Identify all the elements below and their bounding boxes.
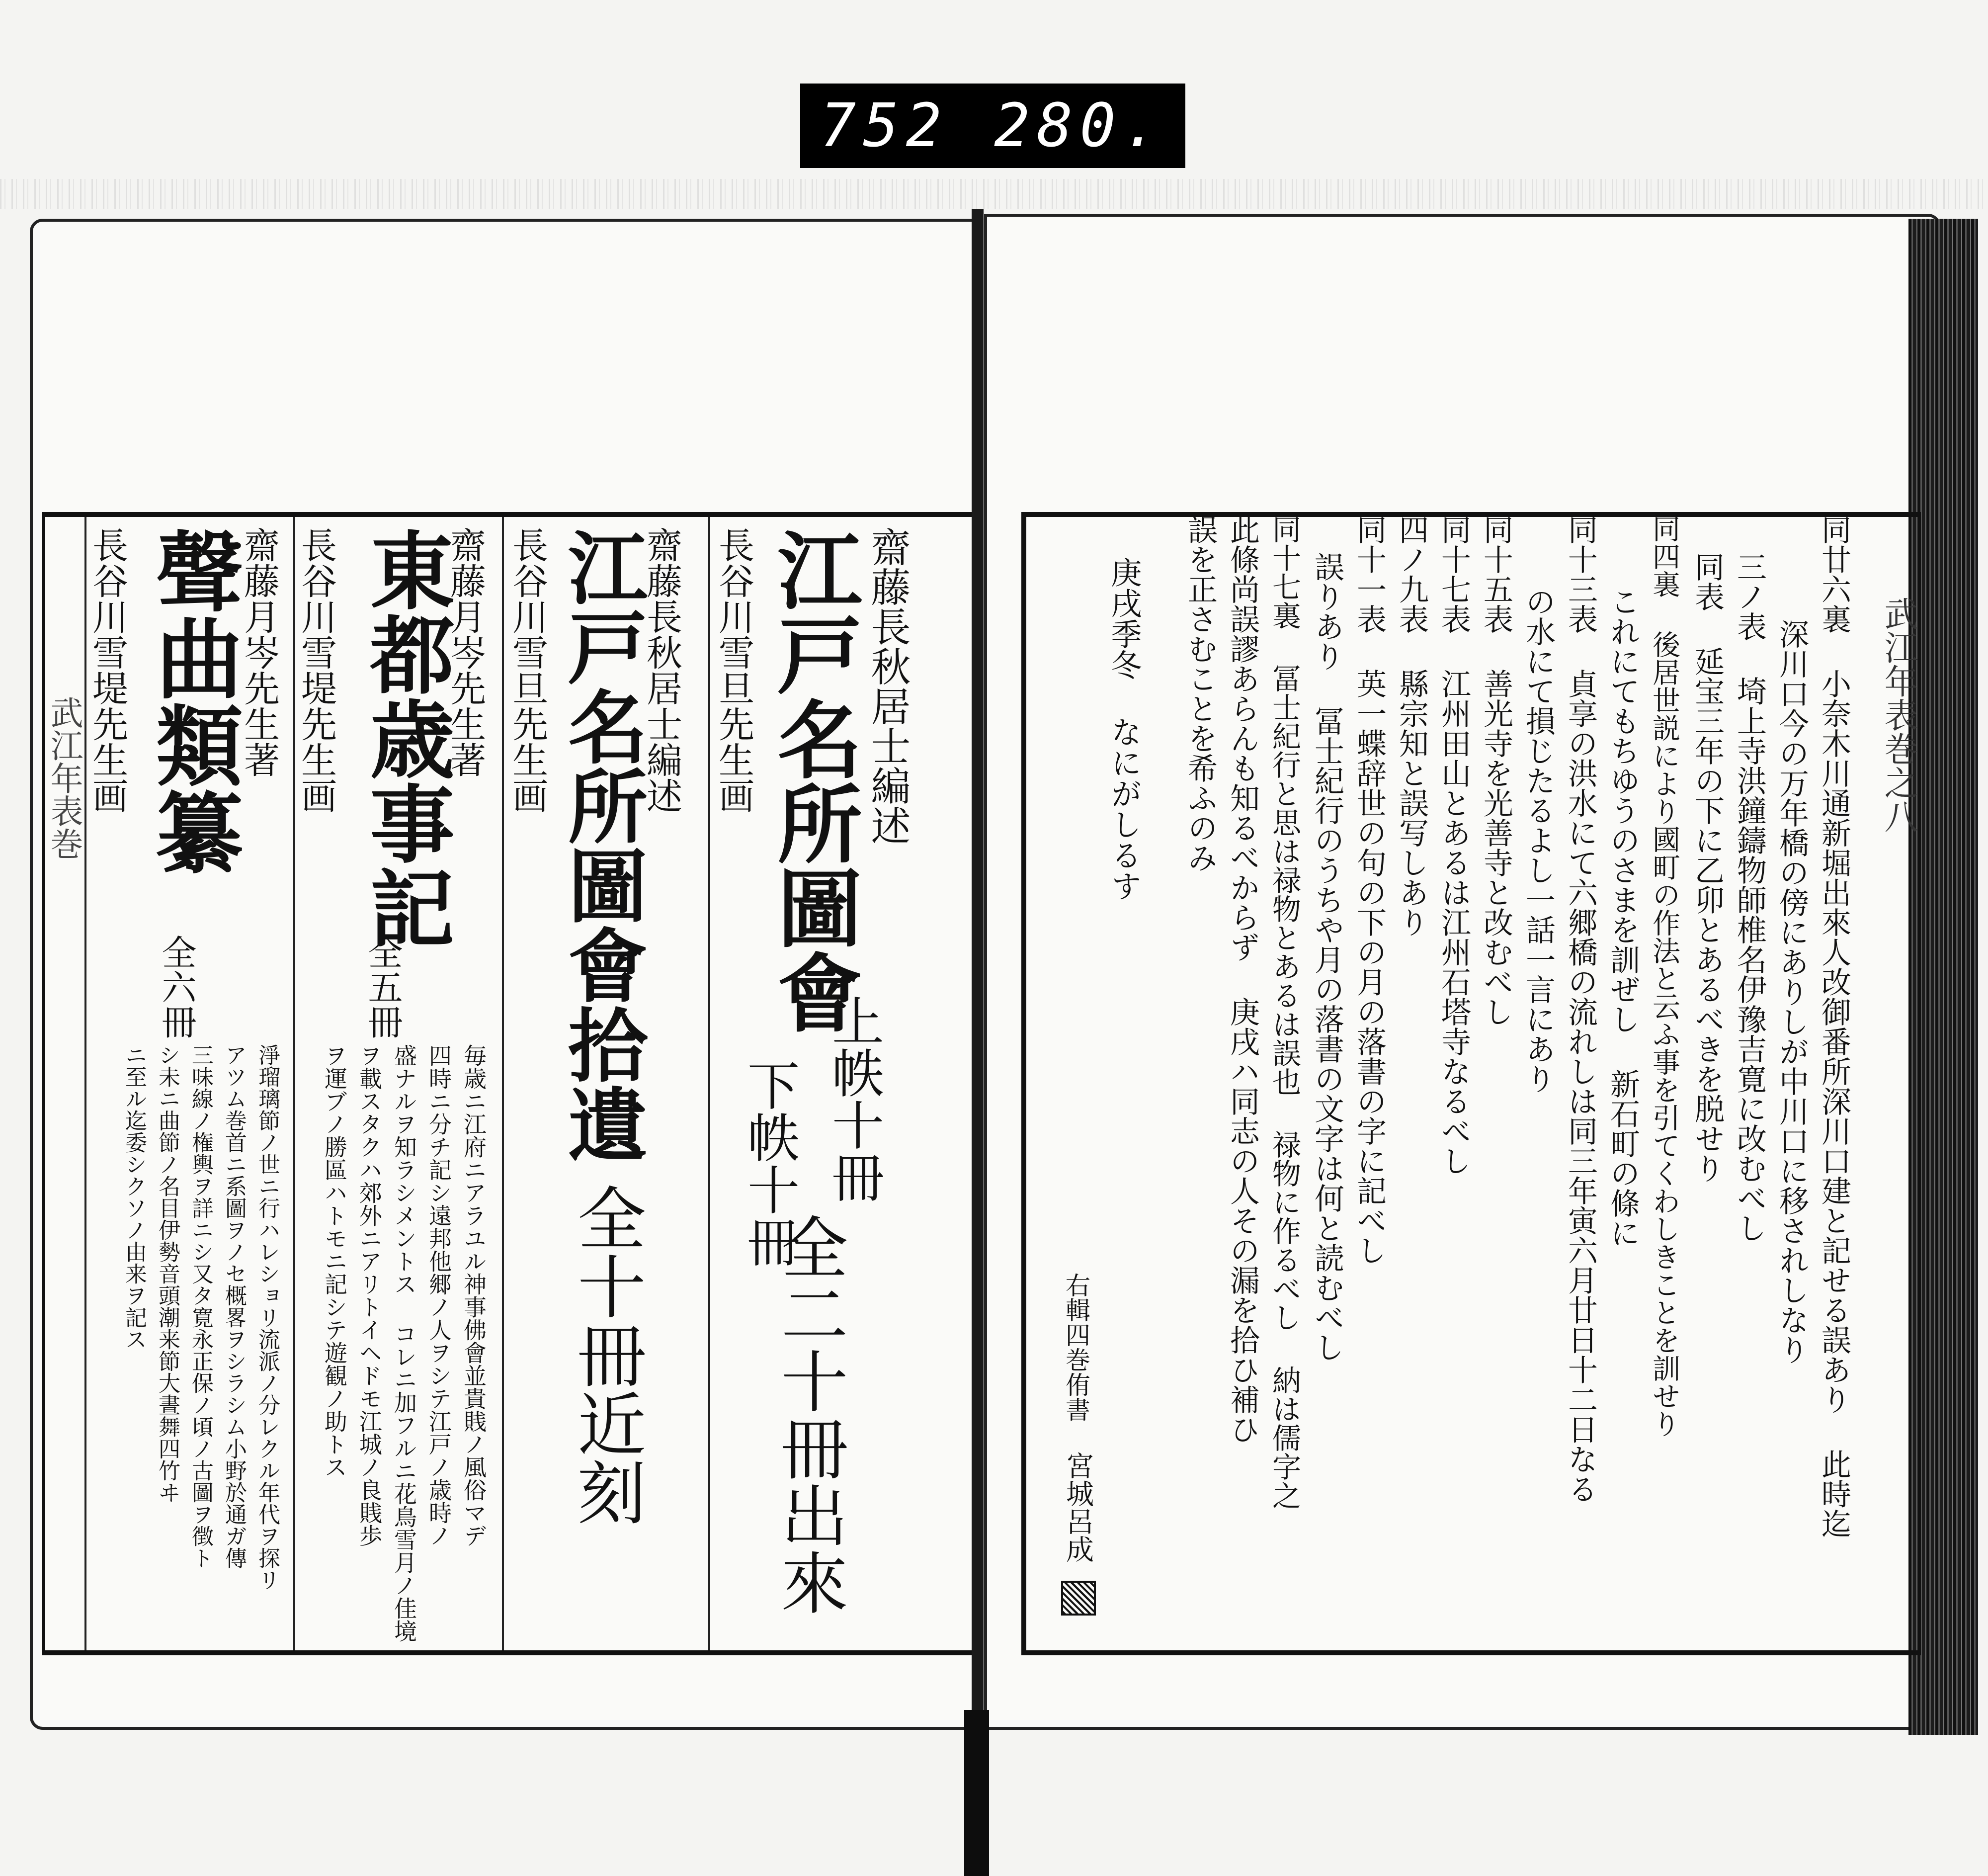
colophon-date: 庚戌季冬 なにがしるす: [1106, 557, 1142, 901]
ad3-desc-line: 盛ナルヲ知ラシメントス コレニ加フルニ花鳥雪月ノ佳境: [391, 1044, 417, 1642]
ad3-volumes: 全五冊: [362, 935, 403, 1039]
ad1-author: 齋藤長秋居士編述: [864, 527, 911, 845]
bookmark-ribbon: [964, 1710, 989, 1876]
ad3-desc-line: ヲ運ブノ勝區ハトモニ記シテ遊観ノ助トス: [321, 1044, 348, 1478]
scan-noise: [0, 179, 1988, 209]
errata-line: 誤を正さむことを希ふのみ: [1183, 514, 1218, 872]
ad3-author: 齋藤月岑先生著: [444, 527, 486, 777]
ad3-desc-line: 四時ニ分チ記シ遠邦他郷ノ人ヲシテ江戸ノ歳時ノ: [425, 1044, 452, 1547]
ad4-illustrator: 長谷川雪堤先生画: [86, 527, 128, 813]
signature-note: 右輯四巻侑書: [1062, 1273, 1090, 1422]
errata-line: 同十七表 江州田山とあるは江州石塔寺なるべし: [1436, 514, 1471, 1176]
errata-line: 同廿六裏 小奈木川通新堀出來人改御番所深川口建と記せる誤あり 此時迄: [1817, 514, 1851, 1538]
ad3-illustrator: 長谷川雪堤先生画: [295, 527, 337, 813]
ad4-title: 聲曲類纂: [142, 527, 244, 875]
ad1-volumes-upper: 上帙十冊: [824, 994, 884, 1203]
shelf-number-right: 280.: [994, 91, 1165, 161]
shelf-number-left: 752: [820, 91, 949, 161]
errata-line: 三ノ表 埼上寺洪鐘鑄物師椎名伊豫吉寛に改むべし: [1732, 552, 1767, 1243]
ad2-status: 全十冊近刻: [566, 1183, 646, 1526]
errata-line: 同十五表 善光寺を光善寺と改むべし: [1479, 514, 1513, 1026]
ad4-desc-line: 淨瑠璃節ノ世ニ行ハレショリ流派ノ分レクル年代ヲ探リ: [254, 1044, 280, 1591]
ad1-volumes-lower: 下帙十冊: [739, 1059, 800, 1268]
ad1-status: 全二十冊出來: [770, 1213, 848, 1616]
signer-name: 宮城呂成: [1062, 1451, 1094, 1563]
errata-line: 此條尚誤謬あらんも知るべからず 庚戌ハ同志の人その漏を拾ひ補ひ: [1225, 514, 1260, 1444]
errata-line: 四ノ九表 縣宗知と誤写しあり: [1394, 514, 1429, 937]
ad4-author: 齋藤月岑先生著: [238, 527, 280, 777]
column-rule: [502, 517, 504, 1650]
errata-line: 誤りあり 冨士紀行のうちや月の落書の文字は何と読むべし: [1310, 552, 1344, 1362]
ad1-illustrator: 長谷川雪旦先生画: [713, 527, 754, 813]
artist-seal: [1061, 1581, 1096, 1616]
ad1-title: 江戸名所圖會: [763, 527, 862, 1034]
errata-line: 同十三表 貞享の洪水にて六郷橋の流れしは同三年寅六月廿日十二日なる: [1563, 514, 1598, 1504]
margin-title-right: 武江年表巻之八: [1879, 597, 1918, 833]
ad4-desc-line: シ未ニ曲節ノ名目伊勢音頭潮来節大晝舞四竹ヰ: [155, 1044, 180, 1503]
ad4-desc-line: 三味線ノ権輿ヲ詳ニシ又タ寛永正保ノ頃ノ古圖ヲ徴ト: [188, 1044, 213, 1569]
shelf-number-label: [800, 84, 1185, 168]
ad3-desc-line: 毎歳ニ江府ニアラユル神事佛會並貴賎ノ風俗マデ: [460, 1044, 487, 1547]
ad4-desc-line: ニ至ル迄委シクソノ由来ヲ記ス: [121, 1044, 147, 1350]
ad4-volumes: 全六冊: [156, 935, 197, 1039]
errata-line: 同十七裏 冨士紀行と思は禄物とあるは誤也 禄物に作るべし 納は儒字之: [1267, 514, 1301, 1510]
margin-title-left: 武江年表巻: [45, 696, 83, 860]
errata-line: 同十一表 英一蝶辞世の句の下の月の落書の字に記べし: [1352, 514, 1387, 1265]
ad4-desc-line: アツム巻首ニ系圖ヲノセ概畧ヲシラシム小野於通ガ傳: [221, 1044, 247, 1569]
errata-line: これにてもちゆうのさまを訓ぜし 新石町の條に: [1605, 587, 1640, 1248]
ad2-author: 齋藤長秋居士編述: [641, 527, 682, 813]
ad3-title: 東都歳事記: [355, 527, 455, 949]
errata-line: 同四裏 後居世説により國町の作法と云ふ事を引てくわしきことを訓せり: [1648, 514, 1680, 1438]
errata-line: の水にて損じたるよし一話一言にあり: [1521, 587, 1556, 1094]
ad3-desc-line: ヲ載スタクハ郊外ニアリトイヘドモ江城ノ良賎歩: [356, 1044, 383, 1547]
errata-line: 深川口今の万年橋の傍にありしが中川口に移されしなり: [1774, 619, 1809, 1364]
errata-line: 同表 延宝三年の下に乙卯とあるべきを脱せり: [1690, 552, 1725, 1183]
book-spine: [972, 209, 984, 1740]
column-rule: [708, 517, 710, 1650]
ad2-illustrator: 長谷川雪旦先生画: [506, 527, 548, 813]
ad2-title: 江戸名所圖會拾遺: [555, 527, 648, 1163]
